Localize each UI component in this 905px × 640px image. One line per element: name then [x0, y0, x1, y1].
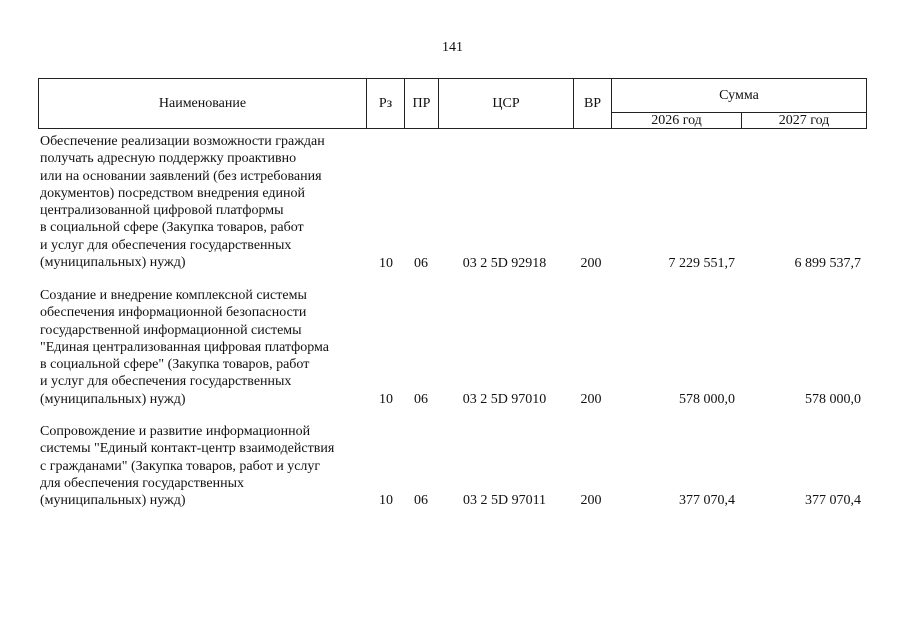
header-rz: Рз [367, 79, 405, 129]
header-vr: ВР [574, 79, 612, 129]
header-csr: ЦСР [439, 79, 574, 129]
row-sum-2027: 6 899 537,7 [794, 255, 861, 271]
row-csr: 03 2 5D 92918 [462, 255, 547, 271]
row-csr: 03 2 5D 97011 [462, 492, 547, 508]
row-rz: 10 [379, 391, 393, 407]
page-number: 141 [442, 40, 463, 55]
row-sum-2026: 377 070,4 [679, 492, 735, 508]
table-row [0, 423, 905, 509]
row-vr: 200 [580, 492, 602, 508]
table-row [0, 287, 905, 408]
row-rz: 10 [379, 255, 393, 271]
row-sum-2027: 377 070,4 [805, 492, 861, 508]
header-year-2026: 2026 год [612, 113, 742, 129]
row-pr: 06 [414, 492, 428, 508]
row-name: Обеспечение реализации возможности граждан получать адресную поддержку проактивно или на основании заявлений (без истребования документов) посредством внедрения единой централизованной цифровой платформы в социальной сфере (Закупка товаров, работ и услуг для обеспечения государственных (муниципальных) нужд) [40, 134, 325, 271]
row-vr: 200 [580, 255, 602, 271]
row-csr: 03 2 5D 97010 [462, 391, 547, 407]
row-rz: 10 [379, 492, 393, 508]
table-row [0, 133, 905, 272]
header-pr: ПР [405, 79, 439, 129]
row-sum-2026: 578 000,0 [679, 391, 735, 407]
header-name: Наименование [39, 79, 367, 129]
row-pr: 06 [414, 391, 428, 407]
row-vr: 200 [580, 391, 602, 407]
row-sum-2026: 7 229 551,7 [668, 255, 735, 271]
row-sum-2027: 578 000,0 [805, 391, 861, 407]
header-year-2027: 2027 год [742, 113, 867, 129]
row-name: Создание и внедрение комплексной системы обеспечения информационной безопасности государственной информационной системы "Единая централизованная цифровая платформа в социальной сфере" (Закупка товаров, работ и услуг для обеспечения государственных (муниципальных) нужд) [40, 288, 329, 407]
row-pr: 06 [414, 255, 428, 271]
row-name: Сопровождение и развитие информационной системы "Единый контакт-центр взаимодействия с гражданами" (Закупка товаров, работ и услуг для обеспечения государственных (муниципальных) нужд) [40, 424, 335, 509]
header-sum: Сумма [612, 79, 867, 113]
table-header [38, 78, 867, 129]
